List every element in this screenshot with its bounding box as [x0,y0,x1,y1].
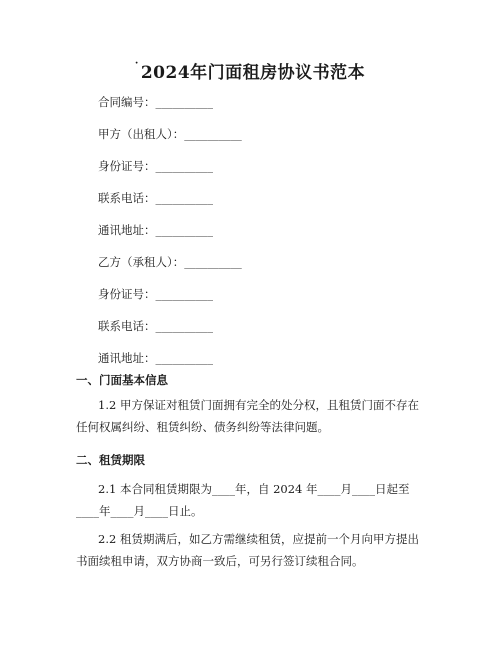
document-title [0,58,500,83]
field-party-b-id: 身份证号：__________ [98,287,213,301]
title-text: 2024年门面租房协议书范本 [140,63,366,83]
title-mark: · [134,58,139,69]
paragraph-1-2: 1.2 甲方保证对租赁门面拥有完全的处分权，且租赁门面不存在任何权属纠纷、租赁纠纷、债务纠纷等法律问题。 [76,398,419,434]
section-heading-shop-info: 一、门面基本信息 [76,373,168,387]
field-contract-number: 合同编号：__________ [98,95,213,109]
field-party-a-id: 身份证号：__________ [98,159,213,173]
field-party-a-address: 通讯地址：__________ [98,223,213,237]
field-party-b-address: 通讯地址：__________ [98,351,213,365]
field-party-b-phone: 联系电话：__________ [98,319,213,333]
field-party-b: 乙方（承租人）：__________ [98,255,242,269]
paragraph-2-1: 2.1 本合同租赁期限为____年，自 2024 年____月____日起至____年____月____日止。 [76,482,410,518]
section-heading-lease-term: 二、租赁期限 [76,453,145,467]
paragraph-2-2: 2.2 租赁期满后，如乙方需继续租赁，应提前一个月向甲方提出书面续租申请，双方协商一致后，可另行签订续租合同。 [76,532,419,568]
field-party-a-phone: 联系电话：__________ [98,191,213,205]
field-party-a: 甲方（出租人）：__________ [98,127,242,141]
